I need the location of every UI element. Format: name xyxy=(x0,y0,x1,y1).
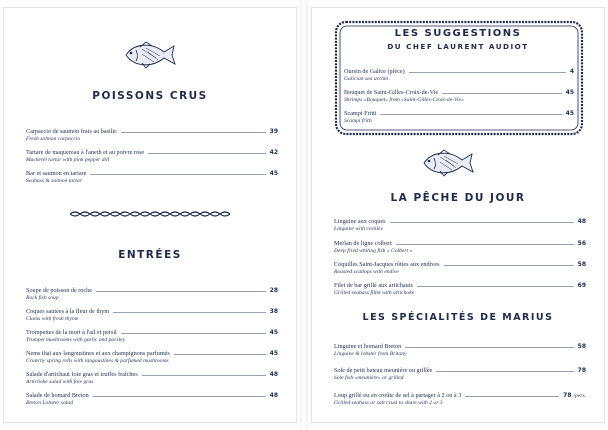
dish-description: Trumpet mushrooms with garlic and parsley xyxy=(26,337,126,343)
dish-name: Filet de bar grillé aux artichauts xyxy=(334,282,413,289)
section-title-poissons-crus: POISSONS CRUS xyxy=(92,90,208,102)
suggestions-title: LES SUGGESTIONS xyxy=(394,28,522,39)
fish-icon xyxy=(418,148,478,178)
dish-name: Loup grillé ou en croûte de sel à partager à 2 ou à 3 xyxy=(334,392,462,399)
dish-description: Seabass & salmon tartar xyxy=(26,178,82,184)
menu-item xyxy=(344,110,574,124)
section-title-peche-du-jour: LA PÊCHE DU JOUR xyxy=(390,192,526,204)
dish-price: 28 xyxy=(269,287,278,294)
dish-description: Mackerel tartar with pink pepper dill xyxy=(26,157,110,163)
suggestions-subtitle: DU CHEF LAURENT AUDIOT xyxy=(387,42,529,51)
dish-name: Carpaccio de saumon frais au basilic xyxy=(26,128,117,135)
dish-price: 38 xyxy=(269,308,278,315)
dish-name: Tartare de maquereau à l'aneth et au poivre rose xyxy=(26,149,145,156)
dish-name: Scampi Fritti xyxy=(344,110,377,117)
dish-description: Clams with fresh thyme xyxy=(26,316,79,322)
menu-item xyxy=(26,329,278,343)
dish-name: Bar et saumon en tartare xyxy=(26,170,87,177)
menu-item xyxy=(26,371,278,385)
dish-name: Bouquet de Saint-Gilles-Croix-de-Vie xyxy=(344,89,439,96)
dish-name: Salade d'artichaut foie gras et truffes fraîches xyxy=(26,371,138,378)
dish-price: 45 xyxy=(565,110,574,117)
dish-description: Roasted scallops with endive xyxy=(334,269,399,275)
dish-price: 4 xyxy=(569,68,574,75)
dish-name: Linguine et homard Breton xyxy=(334,343,402,350)
dish-description: Scampi fritti xyxy=(344,118,372,124)
dish-name: Nems thaï aux langoustines et aux champignons parfumés xyxy=(26,350,170,357)
dish-name: Oursin de Galice (pièce) xyxy=(344,68,405,75)
dish-price: 42 xyxy=(269,149,278,156)
dish-price: 56 xyxy=(577,240,586,247)
price-unit: /pers. xyxy=(573,393,586,399)
menu-item xyxy=(26,350,278,364)
dish-price: 48 xyxy=(269,392,278,399)
section-title-entrees: ENTRÉES xyxy=(118,249,182,261)
dish-description: Linguine with cockles xyxy=(334,226,383,232)
dish-description: Grilled seabass fillet with artichoke xyxy=(334,290,415,296)
dish-price: 48 xyxy=(577,218,586,225)
menu-item xyxy=(26,308,278,322)
menu-item xyxy=(334,218,586,232)
menu-item xyxy=(26,149,278,163)
dish-name: Coquilles Saint-Jacques rôties aux endives xyxy=(334,261,440,268)
menu-item xyxy=(26,287,278,301)
dish-price: 45 xyxy=(269,329,278,336)
menu-item xyxy=(334,343,586,357)
left-menu-page xyxy=(4,8,296,422)
dish-price: 58 xyxy=(577,343,586,350)
dish-description: Deep fried whiting fish « Colbert » xyxy=(334,248,413,254)
dish-name: Sole de petit bateau meunière ou grillée xyxy=(334,367,433,374)
dish-price: 45 xyxy=(565,89,574,96)
dish-price: 45 xyxy=(269,170,278,177)
rope-divider-icon xyxy=(70,210,230,218)
menu-item xyxy=(334,240,586,254)
dish-description: Sole fish «meunière» or grilled xyxy=(334,375,404,381)
menu-item xyxy=(26,170,278,184)
menu-item xyxy=(334,261,586,275)
book-gutter xyxy=(300,0,308,430)
dish-name: Linguine aux coques xyxy=(334,218,386,225)
dish-price: 69 xyxy=(577,282,586,289)
dish-description: Linguine & lobster from Britany xyxy=(334,351,407,357)
dish-description: Fresh salmon carpaccio xyxy=(26,136,81,142)
dish-name: Trompettes de la mort à l'ail et persil xyxy=(26,329,117,336)
fish-icon xyxy=(122,40,178,70)
dish-description: Shrimps «Bouquet» from «Saint-Gilles-Croix-de-Vie» xyxy=(344,97,464,103)
dish-description: Artichoke salad with foie gras xyxy=(26,379,94,385)
menu-item xyxy=(26,128,278,142)
dish-description: Grilled seabass or salt crust to share with 2 or 3 xyxy=(334,400,443,406)
dish-price: 45 xyxy=(269,350,278,357)
dish-price: 78 /pers. xyxy=(563,392,586,399)
menu-item xyxy=(334,392,586,406)
dish-name: Soupe de poisson de roche xyxy=(26,287,92,294)
menu-item xyxy=(334,367,586,381)
dish-description: Rock fish soup xyxy=(26,295,59,301)
dish-description: Crunchy spring rolls with langoustines & parfumed mushrooms xyxy=(26,358,169,364)
dish-description: Breton Lobster salad xyxy=(26,400,74,406)
section-title-specialites-marius: LES SPÉCIALITÉS DE MARIUS xyxy=(362,312,554,323)
dish-price: 48 xyxy=(269,371,278,378)
dish-description: Galician sea urchin xyxy=(344,76,389,82)
dish-price: 78 xyxy=(577,367,586,374)
dish-name: Coques sautées à la fleur de thym xyxy=(26,308,110,315)
menu-item xyxy=(26,392,278,406)
menu-item xyxy=(334,282,586,296)
menu-item xyxy=(344,89,574,103)
dish-name: Salade de homard Breton xyxy=(26,392,89,399)
right-menu-page xyxy=(312,8,604,422)
dish-name: Merlan de ligne colbert xyxy=(334,240,392,247)
dish-price: 58 xyxy=(577,261,586,268)
dish-price: 39 xyxy=(269,128,278,135)
menu-item xyxy=(344,68,574,82)
